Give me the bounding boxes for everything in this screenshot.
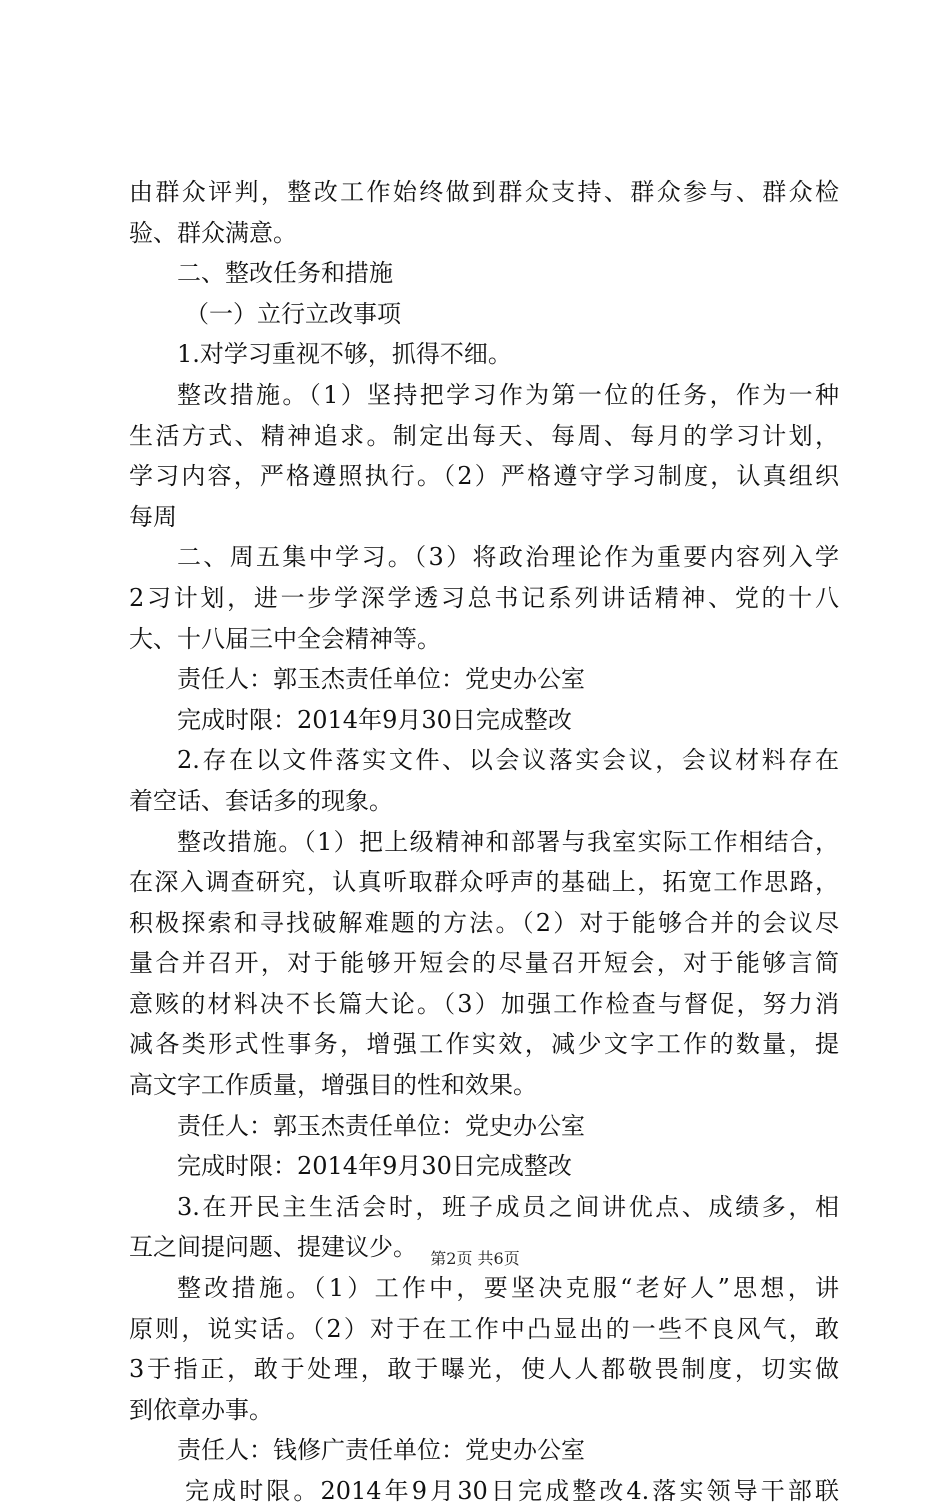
text-line: 完成时限：2014年9月30日完成整改 bbox=[177, 1152, 572, 1181]
text-line: 到依章办事。 bbox=[129, 1395, 273, 1424]
text-line: 着空话、套话多的现象。 bbox=[129, 786, 393, 815]
text-line: 学习内容，严格遵照执行。（2）严格遵守学习制度，认真组织 bbox=[129, 462, 839, 491]
text-line: 整改措施。（1）工作中，要坚决克服“老好人”思想，讲 bbox=[177, 1274, 839, 1303]
text-line: 积极探索和寻找破解难题的方法。（2）对于能够合并的会议尽 bbox=[129, 908, 839, 937]
text-line: 大、十八届三中全会精神等。 bbox=[129, 624, 441, 653]
text-line: 生活方式、精神追求。制定出每天、每周、每月的学习计划， bbox=[129, 421, 839, 450]
text-line: 每周 bbox=[129, 502, 177, 531]
text-line: （一）立行立改事项 bbox=[185, 299, 401, 328]
document-body bbox=[129, 172, 839, 1512]
text-line: 原则，说实话。（2）对于在工作中凸显出的一些不良风气，敢 bbox=[129, 1314, 839, 1343]
text-line: 互之间提问题、提建议少。 bbox=[129, 1233, 417, 1262]
text-line: 在深入调查研究，认真听取群众呼声的基础上，拓宽工作思路， bbox=[129, 868, 839, 897]
text-line: 完成时限。2014年9月30日完成整改4.落实领导干部联 bbox=[185, 1477, 839, 1505]
text-line: 3于指正，敢于处理，敢于曝光，使人人都敬畏制度，切实做 bbox=[129, 1355, 839, 1384]
text-line: 整改措施。（1）把上级精神和部署与我室实际工作相结合， bbox=[177, 827, 839, 856]
text-line: 整改措施。（1）坚持把学习作为第一位的任务，作为一种 bbox=[177, 380, 839, 409]
text-line: 由群众评判，整改工作始终做到群众支持、群众参与、群众检 bbox=[129, 178, 839, 206]
text-line: 二、周五集中学习。（3）将政治理论作为重要内容列入学 bbox=[177, 543, 839, 572]
text-line: 2.存在以文件落实文件、以会议落实会议，会议材料存在 bbox=[177, 746, 839, 775]
text-line: 二、整改任务和措施 bbox=[177, 259, 393, 288]
text-line: 验、群众满意。 bbox=[129, 218, 297, 247]
text-line: 责任人：钱修广责任单位：党史办公室 bbox=[177, 1436, 585, 1465]
text-line: 完成时限：2014年9月30日完成整改 bbox=[177, 705, 572, 734]
text-line: 责任人：郭玉杰责任单位：党史办公室 bbox=[177, 1111, 585, 1140]
text-line: 1.对学习重视不够，抓得不细。 bbox=[177, 340, 512, 369]
text-line: 高文字工作质量，增强目的性和效果。 bbox=[129, 1071, 537, 1100]
text-line: 减各类形式性事务，增强工作实效，减少文字工作的数量，提 bbox=[129, 1030, 839, 1059]
text-line: 意赅的材料决不长篇大论。（3）加强工作检查与督促，努力消 bbox=[129, 989, 839, 1018]
text-line: 量合并召开，对于能够开短会的尽量召开短会，对于能够言简 bbox=[129, 949, 839, 978]
text-line: 3.在开民主生活会时，班子成员之间讲优点、成绩多，相 bbox=[177, 1192, 839, 1221]
text-line: 2习计划，进一步学深学透习总书记系列讲话精神、党的十八 bbox=[129, 583, 839, 612]
text-line: 责任人：郭玉杰责任单位：党史办公室 bbox=[177, 665, 585, 694]
page-footer: 第2页 共6页 bbox=[430, 1249, 520, 1268]
